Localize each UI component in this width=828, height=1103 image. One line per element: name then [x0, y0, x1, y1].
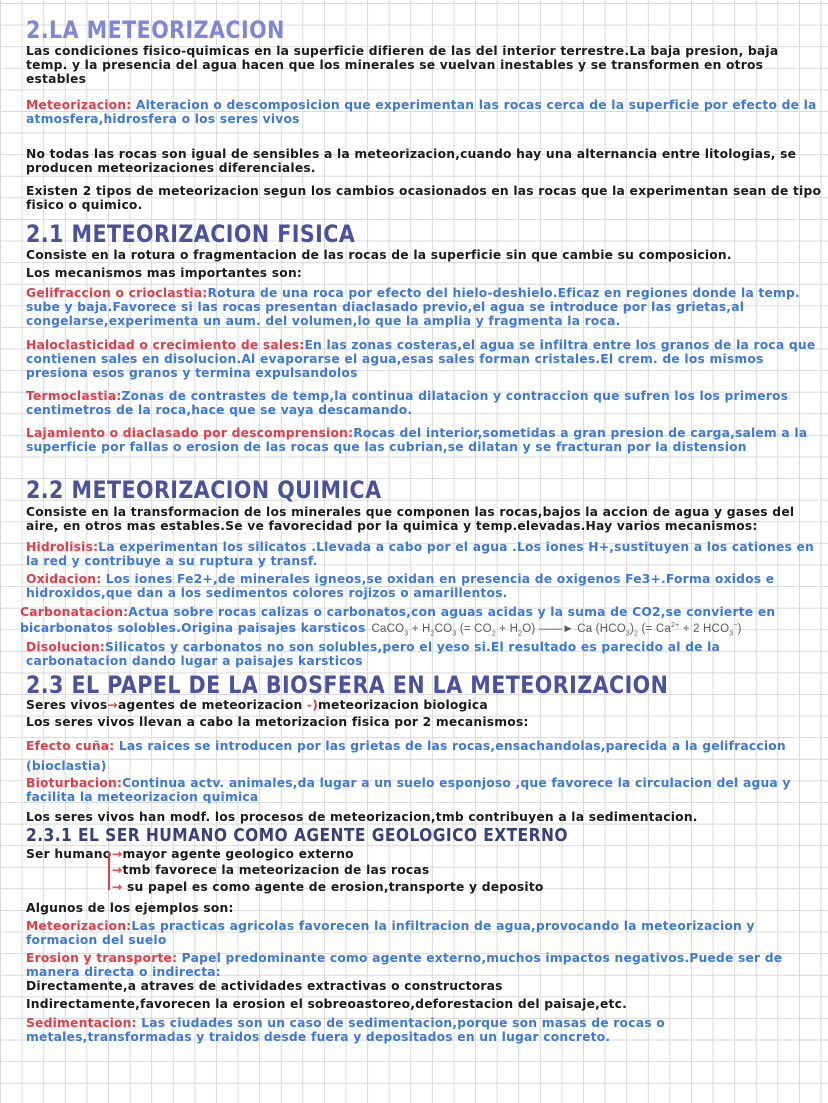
term-label: Oxidacion:	[26, 572, 102, 586]
term-label: Termoclastia:	[26, 389, 122, 403]
term-definition: Continua actv. animales,da lugar a un suelo esponjoso ,que favorece la circulacion del agua y facilita la meteorizacion quimica	[26, 776, 791, 804]
term-definition: Papel predominante como agente externo,muchos impactos negativos.Puede ser de manera directa o indirecta:	[26, 951, 783, 979]
term-label: Bioturbacion:	[26, 776, 123, 790]
term-definition: Rocas del interior,sometidas a gran presion de carga,salem a la superficie por fallas o erosion de las rocas que las cubrian,se dilatan y se fracturan por la distension	[26, 426, 808, 454]
term-label: Meteorizacion:	[26, 919, 132, 933]
term-definition: Zonas de contrastes de temp,la continua dilatacion y contraccion que sufren los los primeros centimetros de la roca,hace que se vaya descamando.	[26, 389, 789, 417]
section-title-2-1: 2.1 METEORIZACION FISICA	[26, 220, 356, 248]
item-efecto-cuna	[26, 736, 822, 776]
term-definition: Silicatos y carbonatos no son solubles,pero el yeso si.El resultado es parecido al de la carbonatacion dando lugar a paisajes karsticos	[26, 640, 721, 668]
indirectamente-line: Indirectamente,favorecen la erosion el sobreoastoreo,deforestacion del paisaje,etc.	[26, 997, 627, 1011]
paragraph-litologias: No todas las rocas son igual de sensibles a la meteorizacion,cuando hay una alternancia entre litologias, se producen meteorizaciones diferenciales.	[26, 147, 797, 175]
definition-meteorizacion	[26, 98, 822, 126]
carbonation-equation: CaCO$_3$ + $H_2CO_3$ (= $CO_2 + H_2O$) ——► Ca $(HCO_3)_2$ (= $Ca^{2+} + 2$ $HCO_3^-$)	[371, 622, 742, 638]
ser-humano-point-2: →tmb favorece la meteorizacion de las rocas	[112, 863, 430, 877]
item-disolucion	[26, 640, 822, 668]
item-gelifraccion	[26, 286, 822, 328]
item-carbonatacion	[20, 605, 822, 641]
term-label: Sedimentacion:	[26, 1016, 137, 1030]
arrow-icon: -)	[306, 698, 319, 712]
quimica-intro: Consiste en la transformacion de los minerales que componen las rocas,bajos la accion de agua y gases del aire, en otros mas estables.Se ve favorecidad por la quimica y temp.elevadas.Hay varios mecanismos:	[26, 505, 795, 533]
term-label: Meteorizacion:	[26, 98, 132, 112]
item-oxidacion	[26, 572, 822, 600]
term-label: Carbonatacion:	[20, 605, 129, 619]
section-title-2-3-1: 2.3.1 EL SER HUMANO COMO AGENTE GEOLOGICO EXTERNO	[26, 825, 568, 846]
intro-paragraph: Las condiciones fisico-quimicas en la superficie difieren de las del interior terrestre.La baja presion, baja temp. y la presencia del agua hacen que los minerales se vuelvan inestables y se transformen en otros estables	[26, 44, 779, 86]
ser-humano-point-3: → su papel es como agente de erosion,transporte y deposito	[112, 880, 544, 894]
term-definition: Alteracion o descomposicion que experimentan las rocas cerca de la superficie por efecto de la atmosfera,hidrosfera o los seres vivos	[26, 98, 817, 126]
section-title-2-2: 2.2 METEORIZACION QUIMICA	[26, 476, 382, 504]
arrow-icon: →	[112, 880, 123, 894]
term-definition: Las practicas agricolas favorecen la infiltracion de agua,provocando la meteorizacion y formacion del suelo	[26, 919, 755, 947]
term-label: Haloclasticidad o crecimiento de sales:	[26, 338, 305, 352]
item-haloclasticidad	[26, 338, 822, 380]
example-erosion-transporte	[26, 951, 822, 979]
term-definition: Los iones Fe2+,de minerales igneos,se oxidan en presencia de oxigenos Fe3+.Forma oxidos e hidroxidos,que dan a los sedimentos colores rojizos o amarillentos.	[26, 572, 775, 600]
fisica-intro: Consiste en la rotura o fragmentacion de las rocas de la superficie sin que cambie su composicion.	[26, 248, 732, 262]
ser-humano-label: Ser humano	[26, 847, 112, 861]
term-definition: La experimentan los silicatos .Llevada a cabo por el agua .Los iones H+,sustituyen a los cationes en la red y contribuye a su ruptura y transf.	[26, 540, 814, 568]
term-definition: Las ciudades son un caso de sedimentacion,porque son masas de rocas o metales,transformadas y traidos desde fuera y depositados en un lugar concreto.	[26, 1016, 665, 1044]
biosfera-closing: Los seres vivos han modf. los procesos de meteorizacion,tmb contribuyen a la sedimentacion.	[26, 810, 698, 824]
item-hidrolisis	[26, 540, 822, 568]
examples-label: Algunos de los ejemplos son:	[26, 901, 234, 915]
term-label: Gelifraccion o crioclastia:	[26, 286, 208, 300]
section-title-2-3: 2.3 EL PAPEL DE LA BIOSFERA EN LA METEORIZACION	[26, 671, 669, 699]
ser-humano-point-1: →mayor agente geologico externo	[112, 847, 354, 861]
term-label: Disolucion:	[26, 640, 105, 654]
arrow-icon: →	[112, 863, 123, 877]
term-definition: Actua sobre rocas calizas o carbonatos,con aguas acidas y la suma de CO2,se convierte en bicarbonatos solobles.Origina paisajes karsticos	[20, 605, 776, 635]
term-definition: Rotura de una roca por efecto del hielo-deshielo.Eficaz en regiones donde la temp. sube y baja.Favorece si las rocas presentan diaclasado previo,el agua se introduce por las grietas,al congelarse,experimenta un aum. del volumen,lo que la amplia y fragmenta la roca.	[26, 286, 800, 328]
section-title-2: 2.LA METEORIZACION	[26, 16, 285, 44]
item-bioturbacion	[26, 776, 822, 804]
bracket-icon	[108, 852, 110, 890]
term-label: Lajamiento o diaclasado por descomprension:	[26, 426, 354, 440]
example-sedimentacion	[26, 1016, 688, 1044]
item-lajamiento	[26, 426, 822, 454]
arrow-icon: →	[107, 698, 118, 712]
term-label: Hidrolisis:	[26, 540, 99, 554]
fisica-intro-2: Los mecanismos mas importantes son:	[26, 266, 303, 280]
arrow-icon: →	[112, 847, 123, 861]
directamente-line: Directamente,a atraves de actividades extractivas o constructoras	[26, 979, 503, 993]
term-definition: Las raices se introducen por las grietas de las rocas,ensachandolas,parecida a la gelifraccion (bioclastia)	[26, 739, 786, 773]
biosfera-line-2: Los seres vivos llevan a cabo la metorizacion fisica por 2 mecanismos:	[26, 715, 529, 729]
term-label: Efecto cuña:	[26, 739, 115, 753]
paragraph-tipos: Existen 2 tipos de meteorizacion segun los cambios ocasionados en las rocas que la experimentan sean de tipo fisico o quimico.	[26, 184, 822, 212]
item-termoclastia	[26, 389, 822, 417]
example-meteorizacion	[26, 919, 822, 947]
biosfera-line-1: Seres vivos→agentes de meteorizacion -)meteorizacion biologica	[26, 698, 488, 712]
term-definition: En las zonas costeras,el agua se infiltra entre los granos de la roca que contienen sales en disolucion.Al evaporarse el agua,esas sales forman cristales.El crem. de los mismos presiona esos granos y termina expulsandolos	[26, 338, 816, 380]
term-label: Erosion y transporte:	[26, 951, 178, 965]
